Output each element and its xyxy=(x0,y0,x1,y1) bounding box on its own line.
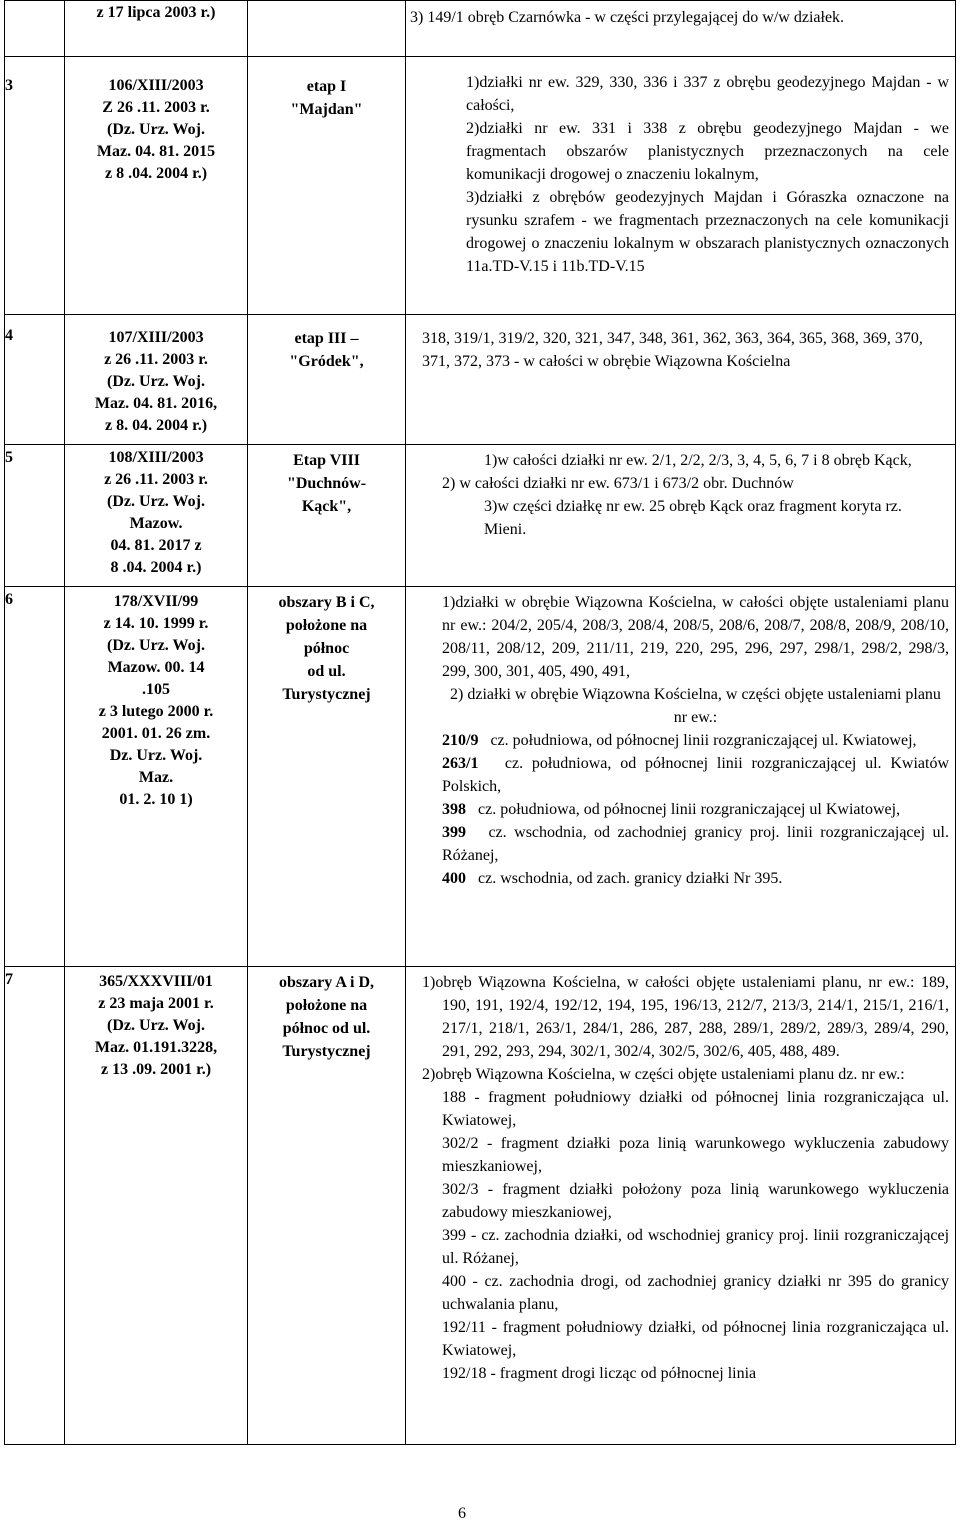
paragraph: 3)w części działkę nr ew. 25 obręb Kąck oraz fragment koryta rz. Mieni. xyxy=(484,498,902,538)
resolution-cell xyxy=(65,57,248,315)
row-number-cell xyxy=(5,1,65,57)
parcel-id: 400 xyxy=(442,870,466,887)
resolution-line: Maz. 04. 81. 2016, xyxy=(94,395,218,412)
parcels-cell xyxy=(406,57,956,315)
parcel-entry xyxy=(422,1270,949,1316)
parcels-cell xyxy=(406,587,956,967)
row-number: 4 xyxy=(5,315,65,445)
parcel-entry xyxy=(442,867,949,890)
parcel-id: 210/9 xyxy=(442,732,479,749)
resolution-line: (Dz. Urz. Woj. xyxy=(107,1017,205,1034)
table-row xyxy=(5,57,956,315)
parcel-id: 302/2 - xyxy=(442,1135,493,1152)
stage-cell xyxy=(248,967,406,1445)
row-number: 5 xyxy=(5,445,65,587)
resolution-cell xyxy=(65,1,248,57)
stage-line: północ xyxy=(303,640,350,657)
parcel-id: 400 - xyxy=(442,1273,478,1290)
parcel-desc: fragment południowy działki od północnej linia rozgraniczająca ul. Kwiatowej, xyxy=(442,1089,950,1129)
resolution-line: z 26 .11. 2003 r. xyxy=(104,471,208,488)
parcel-entry xyxy=(442,729,949,752)
resolution-line: Maz. 04. 81. 2015 xyxy=(96,143,216,160)
paragraph: 3)działki z obrębów geodezyjnych Majdan i Góraszka oznaczone na rysunku szrafem - we fragmentach przeznaczonych na cele komunikacji drogowej o znaczeniu lokalnym w obszarach planistycznych oznaczonych 11a.TD-V.15 i 11b.TD-V.15 xyxy=(466,189,949,275)
stage-cell xyxy=(248,57,406,315)
parcel-id: 399 xyxy=(442,824,466,841)
stage-line: "Gródek", xyxy=(289,353,364,370)
parcel-id: 192/18 - xyxy=(442,1365,496,1382)
row-number: 3 xyxy=(5,57,65,315)
parcel-id: 399 - xyxy=(442,1227,477,1244)
parcel-id: 188 - xyxy=(442,1089,480,1106)
parcel-entry xyxy=(422,1086,949,1132)
resolution-cell xyxy=(65,445,248,587)
resolution-line: 178/XVII/99 xyxy=(113,593,199,610)
parcel-entry xyxy=(442,821,949,867)
resolution-line: Dz. Urz. Woj. xyxy=(109,747,203,764)
resolution-line: Maz. 01.191.3228, xyxy=(94,1039,218,1056)
resolution-line: z 14. 10. 1999 r. xyxy=(103,615,209,632)
stage-line: Kąck", xyxy=(301,498,352,515)
parcel-desc: fragment południowy działki, od północnej linia rozgraniczająca ul. Kwiatowej, xyxy=(442,1319,949,1359)
resolution-line: .105 xyxy=(142,681,170,698)
parcel-id: 398 xyxy=(442,801,466,818)
resolution-line: 107/XIII/2003 xyxy=(108,329,204,346)
resolution-line: z 26 .11. 2003 r. xyxy=(104,351,208,368)
resolution-line: 04. 81. 2017 z xyxy=(110,537,202,554)
parcel-desc: cz. południowa, od północnej linii rozgraniczającej ul Kwiatowej, xyxy=(478,801,901,818)
stage-line: obszary A i D, xyxy=(278,974,375,991)
parcel-desc: fragment drogi licząc od północnej linia xyxy=(499,1365,757,1382)
resolution-line: Maz. xyxy=(138,769,174,786)
stage-line: obszary B i C, xyxy=(278,594,375,611)
parcel-desc: fragment działki położony poza linią warunkowego wykluczenia zabudowy mieszkaniowej, xyxy=(442,1181,949,1221)
paragraph: 1)w całości działki nr ew. 2/1, 2/2, 2/3, 3, 4, 5, 6, 7 i 8 obręb Kąck, xyxy=(484,452,912,469)
row-number: 7 xyxy=(5,967,65,1445)
parcel-desc: cz. wschodnia, od zach. granicy działki Nr 395. xyxy=(478,870,783,887)
resolution-text: z 17 lipca 2003 r.) xyxy=(96,4,216,21)
resolution-cell xyxy=(65,315,248,445)
parcel-id: 302/3 - xyxy=(442,1181,494,1198)
paragraph: 2) w całości działki nr ew. 673/1 i 673/2 obr. Duchnów xyxy=(442,475,794,492)
parcel-entry xyxy=(422,1362,949,1385)
paragraph: 1)działki nr ew. 329, 330, 336 i 337 z obrębu geodezyjnego Majdan - w całości, xyxy=(466,74,949,114)
stage-cell xyxy=(248,587,406,967)
stage-cell xyxy=(248,1,406,57)
parcel-entry xyxy=(422,1224,949,1270)
stage-line: Turystycznej xyxy=(282,686,371,703)
stage-line: "Duchnów- xyxy=(286,475,367,492)
stage-line: położone na xyxy=(285,617,368,634)
table-row xyxy=(5,1,956,57)
stage-line: Etap VIII xyxy=(293,452,360,469)
paragraph: 2)działki nr ew. 331 i 338 z obrębu geodezyjnego Majdan - we fragmentach obszarów planistycznych przeznaczonych na cele komunikacji drogowej o znaczeniu lokalnym, xyxy=(466,120,949,183)
table-row xyxy=(5,967,956,1445)
table-row xyxy=(5,587,956,967)
resolution-line: z 8. 04. 2004 r.) xyxy=(104,417,208,434)
paragraph: 2)obręb Wiązowna Kościelna, w części objęte ustaleniami planu dz. nr ew.: xyxy=(422,1066,905,1083)
resolution-line: z 8 .04. 2004 r.) xyxy=(104,165,208,182)
table-row xyxy=(5,445,956,587)
parcels-cell xyxy=(406,315,956,445)
resolution-line: Mazow. xyxy=(129,515,183,532)
paragraph: 2) działki w obrębie Wiązowna Kościelna, w części objęte ustaleniami planu nr ew.: xyxy=(450,686,941,726)
resolution-line: z 3 lutego 2000 r. xyxy=(98,703,214,720)
stage-cell xyxy=(248,315,406,445)
table-row xyxy=(5,315,956,445)
resolution-line: (Dz. Urz. Woj. xyxy=(107,373,205,390)
stage-line: położone na xyxy=(285,997,368,1014)
parcel-id: 192/11 - xyxy=(442,1319,497,1336)
parcel-desc: cz. południowa, od północnej linii rozgraniczającej ul. Kwiatów Polskich, xyxy=(442,755,950,795)
resolution-line: (Dz. Urz. Woj. xyxy=(107,493,205,510)
parcel-desc: cz. wschodnia, od zachodniej granicy proj. linii rozgraniczającej ul. Różanej, xyxy=(442,824,950,864)
stage-line: północ od ul. xyxy=(282,1020,371,1037)
resolution-line: 365/XXXVIII/01 xyxy=(99,973,213,990)
resolution-line: z 23 maja 2001 r. xyxy=(98,995,214,1012)
stage-line: etap III – xyxy=(294,330,359,347)
parcel-entry xyxy=(442,798,949,821)
parcels-cell xyxy=(406,1,956,57)
stage-line: etap I xyxy=(306,78,347,95)
paragraph: 1)obręb Wiązowna Kościelna, w całości objęte ustaleniami planu, nr ew.: 189, 190, 191, 192/4, 192/12, 194, 195, 196/13, 212/7, 213/3, 214/1, 215/1, 216/1, 217/1, 218/1, 263/1, 284/1, 286, 287, 288, 289/1, 289/2, 289/3, 289/4, 290, 291, 292, 293, 294, 302/1, 302/4, 302/5, 302/6, 405, 488, 489. xyxy=(422,974,949,1060)
parcel-desc: cz. zachodnia drogi, od zachodniej granicy działki nr 395 do granicy uchwalania planu, xyxy=(442,1273,949,1313)
parcels-text: 3) 149/1 obręb Czarnówka - w części przylegającej do w/w działek. xyxy=(410,9,845,26)
parcels-cell xyxy=(406,445,956,587)
resolution-line: Mazow. 00. 14 xyxy=(107,659,205,676)
parcels-cell xyxy=(406,967,956,1445)
resolution-line: (Dz. Urz. Woj. xyxy=(107,637,205,654)
parcel-entry xyxy=(422,1132,949,1178)
parcel-entry xyxy=(422,1316,949,1362)
parcel-id: 263/1 xyxy=(442,755,479,772)
resolution-cell xyxy=(65,587,248,967)
stage-line: Turystycznej xyxy=(282,1043,371,1060)
resolution-line: Z 26 .11. 2003 r. xyxy=(102,99,210,116)
stage-line: "Majdan" xyxy=(290,101,363,118)
parcel-entry xyxy=(422,1178,949,1224)
row-number: 6 xyxy=(5,587,65,967)
resolution-line: 2001. 01. 26 zm. xyxy=(101,725,211,742)
parcel-entry xyxy=(442,752,949,798)
stage-line: od ul. xyxy=(307,663,346,680)
paragraph: 318, 319/1, 319/2, 320, 321, 347, 348, 361, 362, 363, 364, 365, 368, 369, 370, 371, 372, 373 - w całości w obrębie Wiązowna Kościelna xyxy=(422,330,923,370)
parcel-desc: fragment działki poza linią warunkowego wykluczenia zabudowy mieszkaniowej, xyxy=(442,1135,949,1175)
page-number: 6 xyxy=(458,1505,466,1522)
plans-table xyxy=(4,0,956,1445)
resolution-line: 8 .04. 2004 r.) xyxy=(110,559,202,576)
resolution-line: 106/XIII/2003 xyxy=(108,77,204,94)
paragraph: 1)działki w obrębie Wiązowna Kościelna, w całości objęte ustaleniami planu nr ew.: 204/2, 205/4, 208/3, 208/4, 208/5, 208/6, 208/7, 208/8, 208/9, 208/10, 208/11, 208/12, 209, 211/11, 219, 220, 295, 296, 297, 298/1, 298/2, 298/3, 299, 300, 301, 405, 490, 491, xyxy=(442,594,949,680)
resolution-line: (Dz. Urz. Woj. xyxy=(107,121,205,138)
resolution-cell xyxy=(65,967,248,1445)
parcel-desc: cz. południowa, od północnej linii rozgraniczającej ul. Kwiatowej, xyxy=(490,732,917,749)
resolution-line: 01. 2. 10 1) xyxy=(119,791,193,808)
parcel-desc: cz. zachodnia działki, od wschodniej granicy proj. linii rozgraniczającej ul. Różanej, xyxy=(442,1227,950,1267)
resolution-line: z 13 .09. 2001 r.) xyxy=(100,1061,212,1078)
stage-cell xyxy=(248,445,406,587)
resolution-line: 108/XIII/2003 xyxy=(108,449,204,466)
